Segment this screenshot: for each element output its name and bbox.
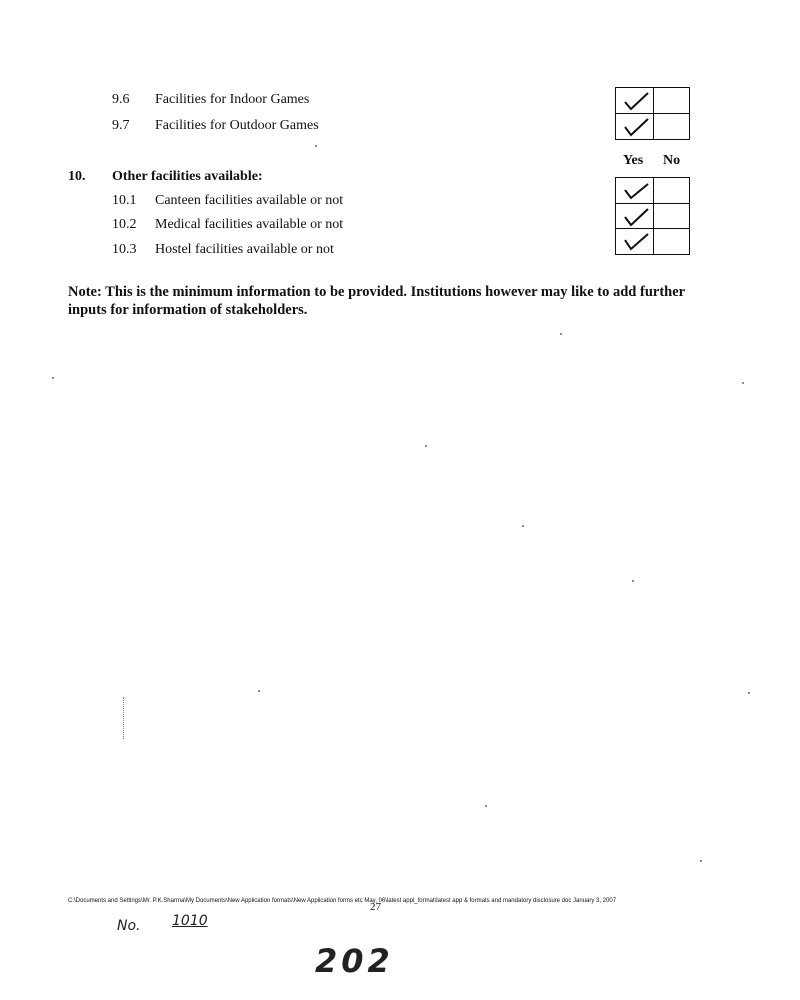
yes-checkbox-9-6[interactable] (616, 88, 654, 113)
checkbox-row-10-2 (616, 203, 689, 229)
no-checkbox-9-7[interactable] (654, 114, 689, 139)
checkbox-grid-section-10 (615, 177, 690, 255)
yes-checkbox-9-7[interactable] (616, 114, 654, 139)
item-9-6-label: Facilities for Indoor Games (155, 92, 310, 107)
footer-file-path: C:\Documents and Settings\Mr. P.K.Sharma\My Documents\New Application formats\New Application forms etc May, 06\latest appl_format\latest app & formats and mandatory disclosure doc January 3, 2007 (68, 898, 617, 904)
yes-checkbox-10-3[interactable] (616, 229, 654, 254)
checkbox-grid-section-9 (615, 87, 690, 140)
checkmark-icon (622, 231, 650, 253)
item-10-3-label: Hostel facilities available or not (155, 242, 334, 257)
checkbox-row-9-7 (616, 113, 689, 139)
yes-checkbox-10-1[interactable] (616, 178, 654, 203)
item-10-2-number: 10.2 (112, 217, 137, 232)
item-9-7-label: Facilities for Outdoor Games (155, 118, 319, 133)
checkmark-icon (622, 90, 650, 112)
handwritten-no-value: 1010 (172, 913, 208, 929)
checkmark-icon (622, 180, 650, 202)
item-9-7-number: 9.7 (112, 118, 130, 133)
checkbox-row-9-6 (616, 88, 689, 113)
page-number: 27 (370, 901, 381, 913)
yes-column-header: Yes (623, 153, 644, 168)
item-9-6-number: 9.6 (112, 92, 130, 107)
note-paragraph: Note: This is the minimum information to be provided. Institutions however may like to add further inputs for information of stakeholders. (68, 284, 685, 318)
no-checkbox-10-3[interactable] (654, 229, 689, 254)
handwritten-page-stamp: 202 (315, 942, 394, 980)
handwritten-no-label: No. (117, 918, 141, 934)
no-checkbox-10-2[interactable] (654, 204, 689, 229)
checkmark-icon (622, 206, 650, 228)
no-checkbox-9-6[interactable] (654, 88, 689, 113)
no-column-header: No (663, 153, 681, 168)
no-checkbox-10-1[interactable] (654, 178, 689, 203)
checkmark-icon (622, 116, 650, 138)
section-10-number: 10. (68, 169, 86, 184)
section-10-title: Other facilities available: (112, 169, 263, 184)
item-10-3-number: 10.3 (112, 242, 137, 257)
checkbox-row-10-1 (616, 178, 689, 203)
checkbox-row-10-3 (616, 228, 689, 254)
item-10-1-number: 10.1 (112, 193, 137, 208)
yes-checkbox-10-2[interactable] (616, 204, 654, 229)
item-10-1-label: Canteen facilities available or not (155, 193, 344, 208)
item-10-2-label: Medical facilities available or not (155, 217, 344, 232)
